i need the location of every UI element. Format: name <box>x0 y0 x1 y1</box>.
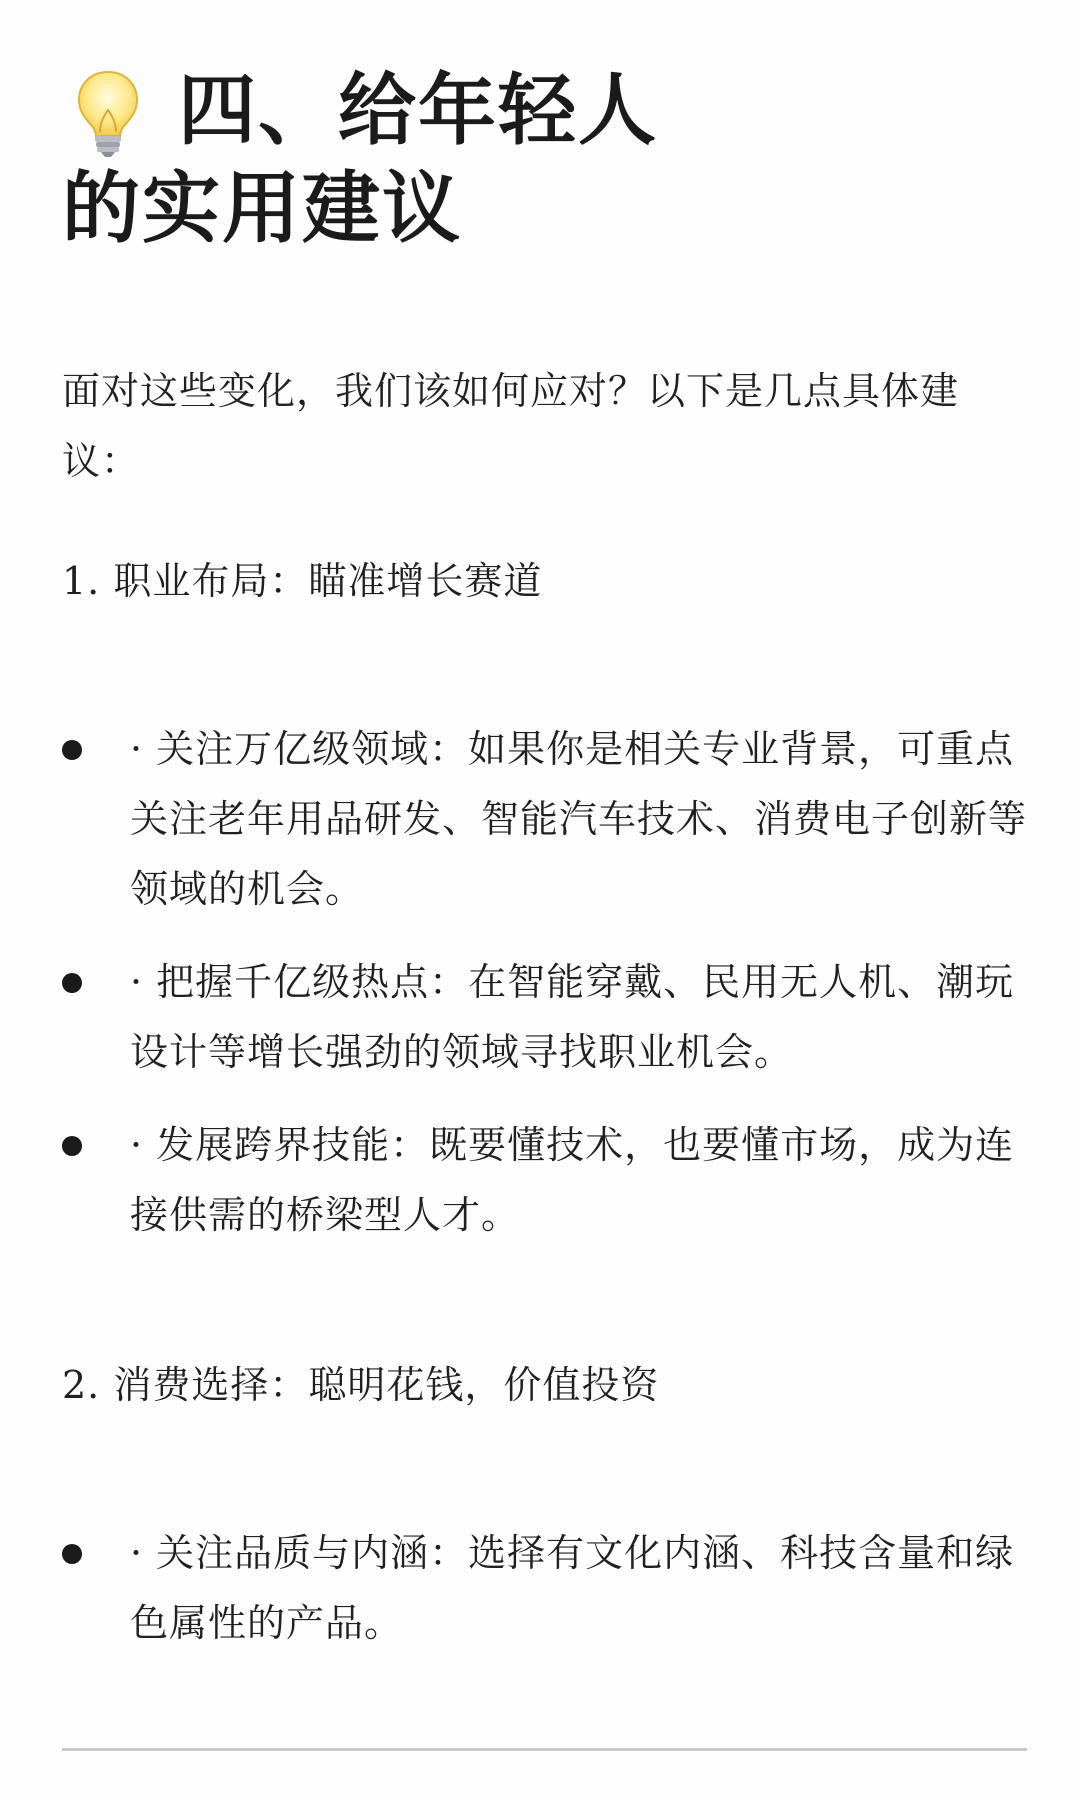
list-item <box>62 1110 1032 1250</box>
list-item <box>62 947 1032 1087</box>
section-heading <box>62 62 1022 258</box>
section-2-title: 2. 消费选择：聪明花钱，价值投资 <box>62 1363 660 1407</box>
list-item-text: · 关注万亿级领域：如果你是相关专业背景，可重点关注老年用品研发、智能汽车技术、消费电子创新等领域的机会。 <box>130 727 1028 911</box>
bullet-dot-icon <box>62 740 82 760</box>
bullet-dot-icon <box>62 973 82 993</box>
list-item <box>62 714 1032 924</box>
heading-line-1: 四、给年轻人 <box>178 65 659 156</box>
heading-line-2: 的实用建议 <box>62 163 463 254</box>
section-2-list <box>62 1518 1032 1658</box>
intro-paragraph: 面对这些变化，我们该如何应对？以下是几点具体建议： <box>62 369 960 483</box>
article-page <box>62 0 1028 1800</box>
list-item-text: · 发展跨界技能：既要懂技术，也要懂市场，成为连接供需的桥梁型人才。 <box>130 1123 1015 1237</box>
list-item-text: · 把握千亿级热点：在智能穿戴、民用无人机、潮玩设计等增长强劲的领域寻找职业机会。 <box>130 960 1015 1074</box>
bullet-dot-icon <box>62 1544 82 1564</box>
section-1-list <box>62 714 1032 1250</box>
bullet-dot-icon <box>62 1136 82 1156</box>
light-bulb-icon <box>76 62 162 160</box>
list-item-text: · 关注品质与内涵：选择有文化内涵、科技含量和绿色属性的产品。 <box>130 1531 1015 1645</box>
divider <box>62 1748 1027 1751</box>
section-1-title: 1. 职业布局：瞄准增长赛道 <box>62 559 543 603</box>
list-item <box>62 1518 1032 1658</box>
